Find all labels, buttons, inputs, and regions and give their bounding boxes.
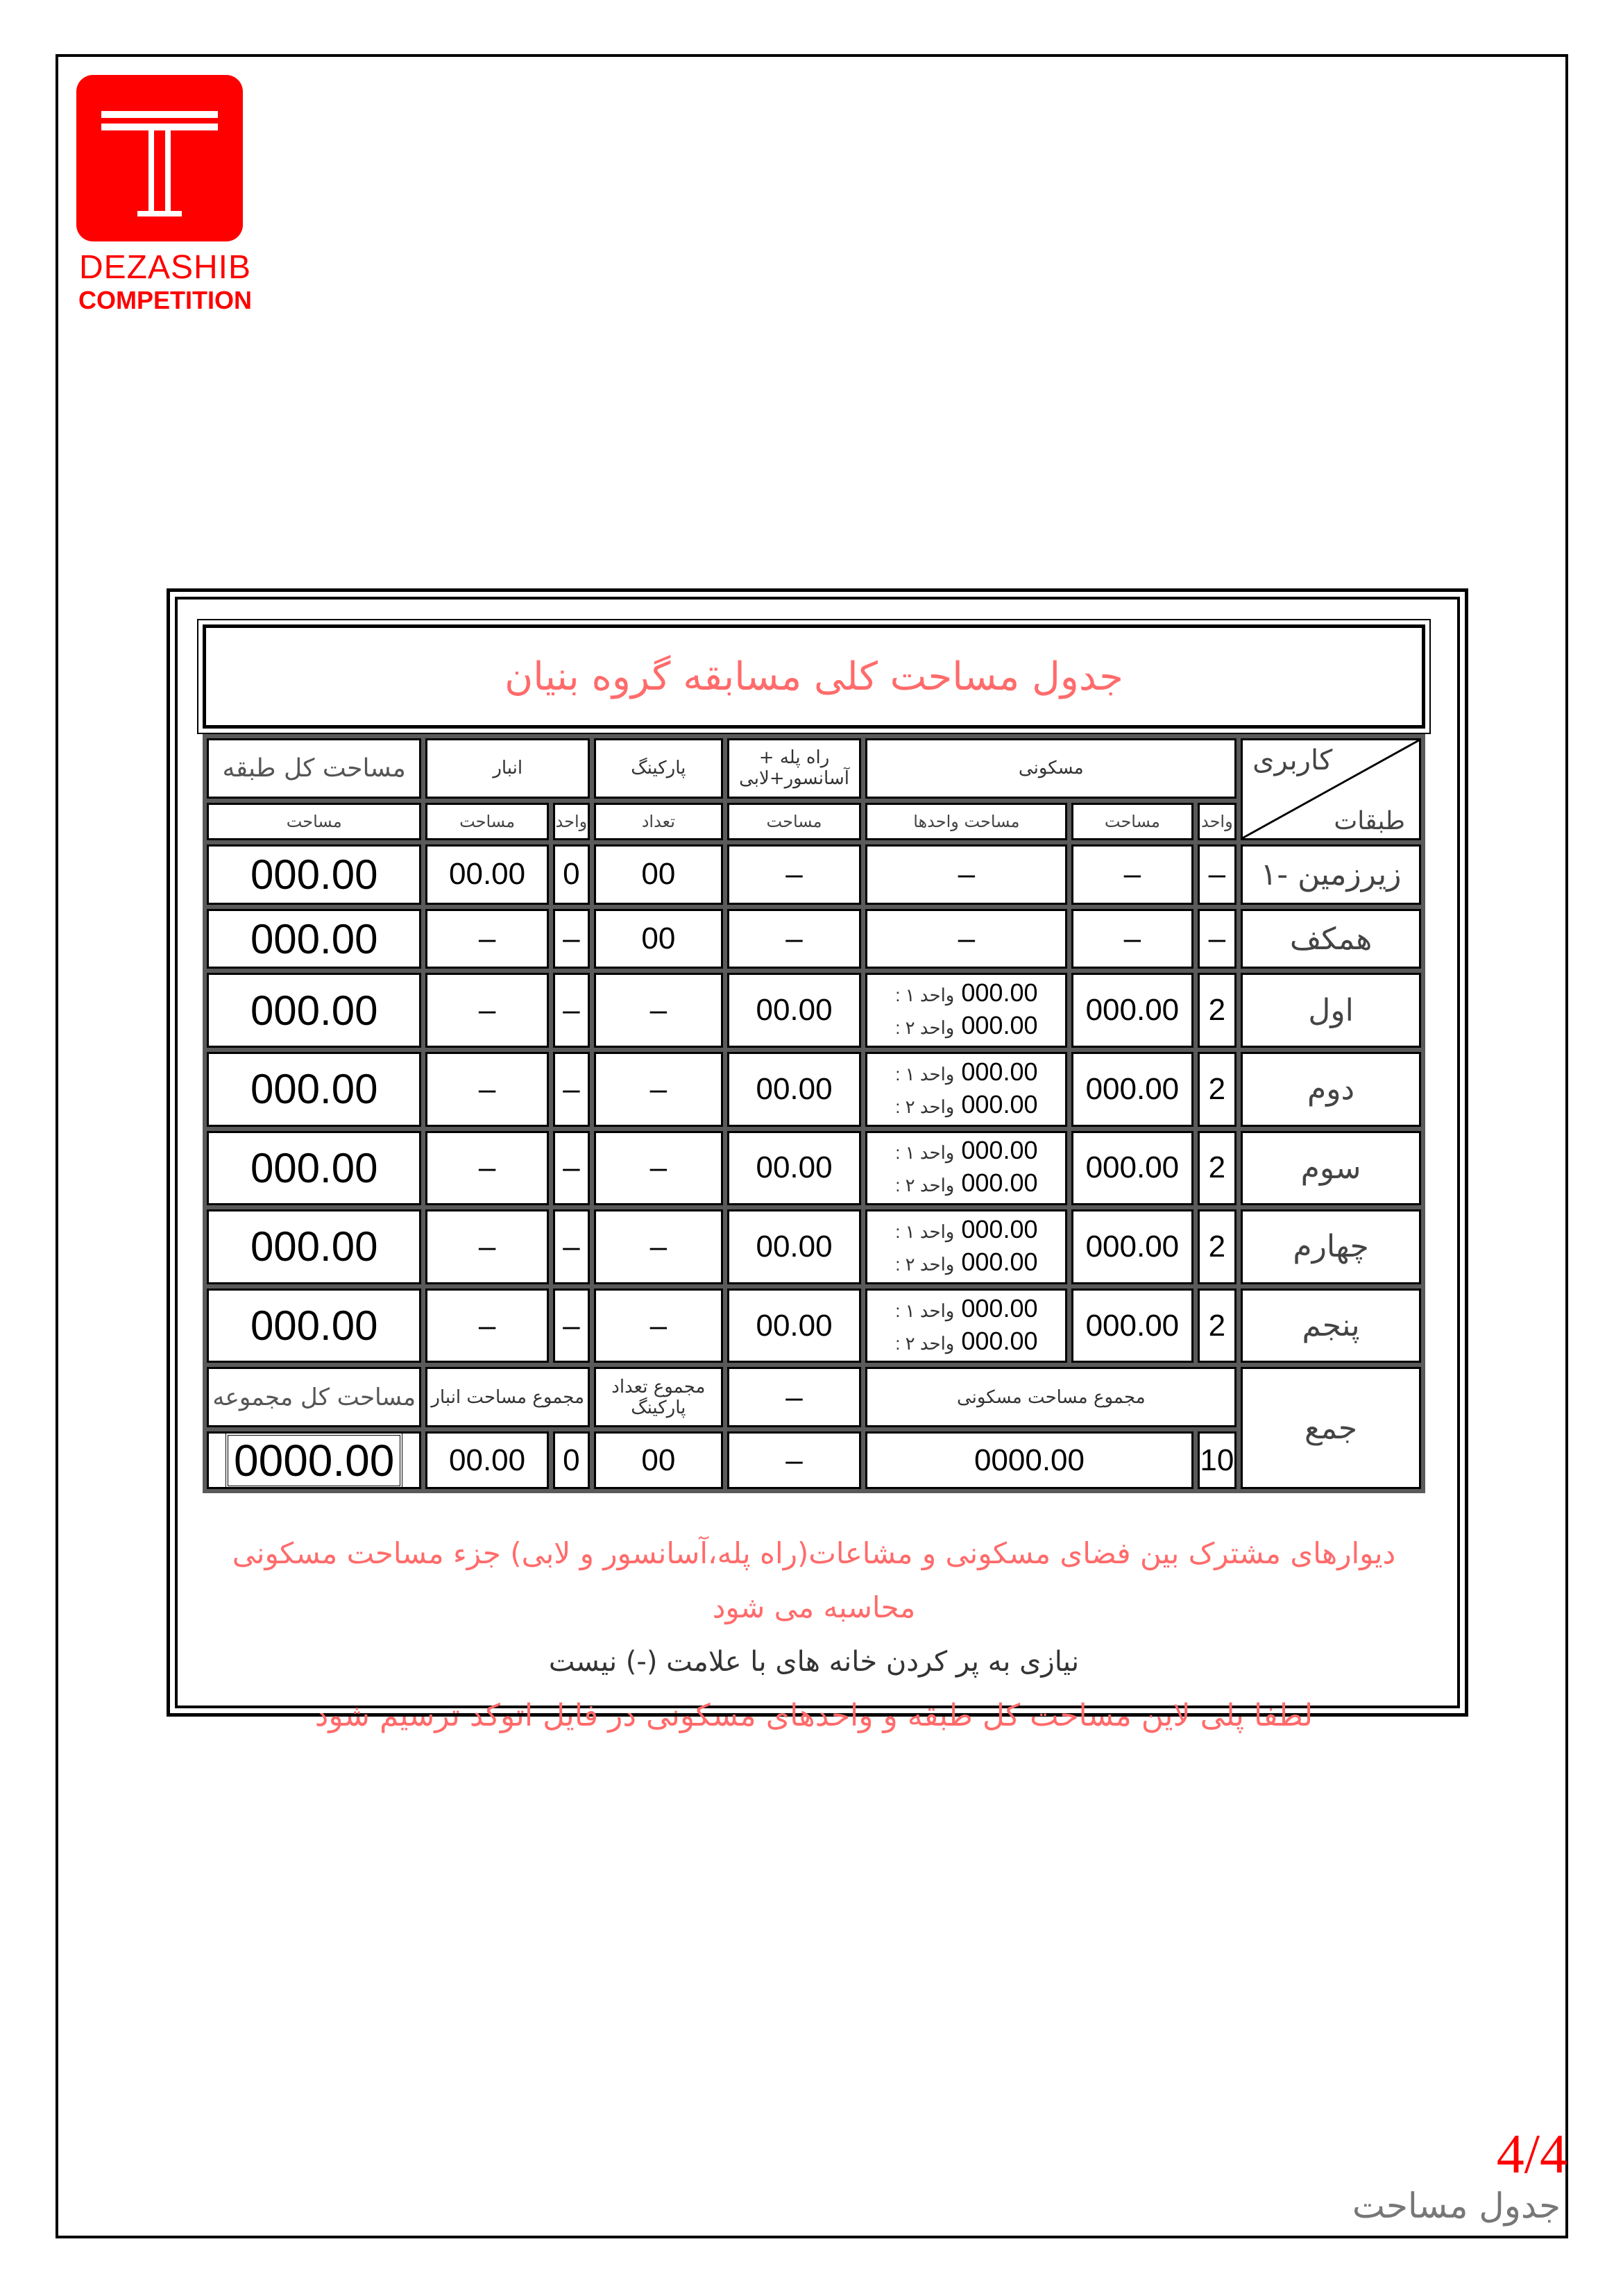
floor-name: چهارم [1241, 1209, 1421, 1284]
floor-name: پنجم [1241, 1289, 1421, 1363]
unit-count: 2 [1198, 1131, 1237, 1206]
total-residential-area: 0000.00 [865, 1431, 1193, 1489]
unit-count: 2 [1198, 1289, 1237, 1363]
note-walls: دیوارهای مشترک بین فضای مسکونی و مشاعات(راه پله،آسانسور و لابی) جزء مساحت مسکونی محاسبه می شود [232, 1536, 1396, 1624]
dezashib-logo [76, 75, 243, 241]
residential-area: – [1071, 909, 1193, 969]
residential-area: 000.00 [1071, 1289, 1193, 1363]
header-row-2 [207, 803, 1421, 840]
floor-name: زیرزمین -۱ [1241, 844, 1421, 905]
storage-area: – [425, 909, 548, 969]
stairs-area: – [727, 909, 862, 969]
storage-area: – [425, 1052, 548, 1127]
total-storage-unit: 0 [553, 1431, 590, 1489]
unit-1-value: 000.00 [961, 1214, 1038, 1243]
table-row [207, 844, 1421, 905]
parking-count: – [594, 1209, 723, 1284]
unit-2-label: واحد ۲ : [895, 1017, 955, 1039]
usage-label: کاربری [1252, 745, 1333, 776]
total-unit-count: 10 [1198, 1431, 1237, 1489]
residential-area: 000.00 [1071, 973, 1193, 1048]
unit-1-value: 000.00 [961, 1293, 1038, 1323]
unit-2-label: واحد ۲ : [895, 1253, 955, 1275]
res-area-subheader: مساحت [1071, 803, 1193, 840]
total-floor-area-header: مساحت کل طبقه [207, 738, 421, 799]
total-floor-area: 000.00 [207, 1289, 421, 1363]
grand-total-value: 0000.00 [226, 1433, 402, 1488]
unit-1-value: 000.00 [961, 1057, 1038, 1086]
parking-count: – [594, 1289, 723, 1363]
unit-2-label: واحد ۲ : [895, 1096, 955, 1117]
storage-area: – [425, 973, 548, 1048]
parking-count: – [594, 1131, 723, 1206]
table-row [207, 1209, 1421, 1284]
total-area-subheader: مساحت [207, 803, 421, 840]
parking-count: – [594, 973, 723, 1048]
totals-row [207, 1431, 1421, 1489]
storage-unit: – [553, 1052, 590, 1127]
storage-area: – [425, 1131, 548, 1206]
residential-area: 000.00 [1071, 1052, 1193, 1127]
unit-2-value: 000.00 [961, 1011, 1038, 1040]
totals-header-row [207, 1367, 1421, 1427]
total-floor-area: 000.00 [207, 1131, 421, 1206]
unit-count: 2 [1198, 1209, 1237, 1284]
stairs-area-subheader: مساحت [727, 803, 862, 840]
page-number: 4/4 [1496, 2124, 1567, 2185]
table-row [207, 1052, 1421, 1127]
brand-name: DEZASHIB [78, 249, 252, 286]
storage-area-subheader: مساحت [425, 803, 548, 840]
grand-total-header: مساحت کل مجموعه [207, 1367, 421, 1427]
storage-area: – [425, 1209, 548, 1284]
stairs-header: راه پله + آسانسور+لابی [727, 738, 862, 799]
floor-name: سوم [1241, 1131, 1421, 1206]
unit-1-value: 000.00 [961, 1136, 1038, 1165]
residential-area: – [1071, 844, 1193, 905]
stairs-area: 00.00 [727, 1131, 862, 1206]
floor-name: اول [1241, 973, 1421, 1048]
table-row [207, 909, 1421, 969]
units-area [865, 1289, 1067, 1363]
stairs-area: 00.00 [727, 1289, 862, 1363]
units-area: – [865, 909, 1067, 969]
unit-1-label: واحد ۱ : [895, 1300, 955, 1321]
unit-2-value: 000.00 [961, 1326, 1038, 1355]
unit-2-value: 000.00 [961, 1168, 1038, 1198]
residential-area: 000.00 [1071, 1131, 1193, 1206]
stairs-area: 00.00 [727, 1209, 862, 1284]
unit-1-label: واحد ۱ : [895, 985, 955, 1006]
note-polyline: لطفا پلی لاین مساحت کل طبقه و واحدهای مسکونی در فایل اتوکد ترسیم شود [314, 1698, 1314, 1733]
units-area-subheader: مساحت واحدها [865, 803, 1067, 840]
unit-1-label: واحد ۱ : [895, 1063, 955, 1085]
stairs-area: 00.00 [727, 1052, 862, 1127]
total-floor-area: 000.00 [207, 844, 421, 905]
unit-count-subheader: واحد [1198, 803, 1237, 840]
storage-unit: – [553, 909, 590, 969]
grand-total-cell [207, 1431, 421, 1489]
area-table [203, 734, 1425, 1493]
page-label: جدول مساحت [1352, 2186, 1561, 2226]
note-dash: نیازی به پر کردن خانه های با علامت (-) نیست [548, 1646, 1080, 1678]
total-stairs-area: – [727, 1431, 862, 1489]
units-area [865, 1209, 1067, 1284]
brand-text [68, 250, 262, 315]
storage-header: انبار [425, 738, 590, 799]
storage-total-header: مجموع مساحت انبار [425, 1367, 590, 1427]
storage-unit: – [553, 1131, 590, 1206]
table-row [207, 1131, 1421, 1206]
unit-2-value: 000.00 [961, 1089, 1038, 1119]
unit-1-label: واحد ۱ : [895, 1221, 955, 1242]
pillar-icon [76, 75, 243, 241]
floors-label: طبقات [1334, 806, 1405, 835]
unit-count: – [1198, 844, 1237, 905]
units-area [865, 1131, 1067, 1206]
parking-count: 00 [594, 909, 723, 969]
floor-name: همکف [1241, 909, 1421, 969]
usage-floor-header [1241, 738, 1421, 840]
total-floor-area: 000.00 [207, 1052, 421, 1127]
storage-unit: 0 [553, 844, 590, 905]
totals-label: جمع [1241, 1367, 1421, 1489]
total-floor-area: 000.00 [207, 1209, 421, 1284]
storage-unit-subheader: واحد [553, 803, 590, 840]
brand-subtitle: COMPETITION [78, 286, 252, 314]
units-area [865, 1052, 1067, 1127]
table-title: جدول مساحت کلی مسابقه گروه بنیان [504, 654, 1123, 699]
parking-count-subheader: تعداد [594, 803, 723, 840]
total-parking-count: 00 [594, 1431, 723, 1489]
storage-area: – [425, 1289, 548, 1363]
total-storage-area: 00.00 [425, 1431, 548, 1489]
unit-2-label: واحد ۲ : [895, 1175, 955, 1196]
stairs-area: 00.00 [727, 973, 862, 1048]
storage-unit: – [553, 973, 590, 1048]
area-table-wrapper [203, 734, 1425, 1493]
stairs-area: – [727, 844, 862, 905]
storage-unit: – [553, 1289, 590, 1363]
stairs-total-header: – [727, 1367, 862, 1427]
storage-area: 00.00 [425, 844, 548, 905]
unit-2-label: واحد ۲ : [895, 1332, 955, 1354]
notes [203, 1527, 1425, 1743]
residential-area: 000.00 [1071, 1209, 1193, 1284]
unit-count: 2 [1198, 973, 1237, 1048]
unit-1-value: 000.00 [961, 978, 1038, 1007]
storage-unit: – [553, 1209, 590, 1284]
parking-total-header: مجموع تعداد پارکینگ [594, 1367, 723, 1427]
table-row [207, 1289, 1421, 1363]
parking-count: 00 [594, 844, 723, 905]
residential-header: مسکونی [865, 738, 1237, 799]
total-floor-area: 000.00 [207, 973, 421, 1048]
units-area: – [865, 844, 1067, 905]
parking-count: – [594, 1052, 723, 1127]
table-row [207, 973, 1421, 1048]
units-area [865, 973, 1067, 1048]
unit-count: 2 [1198, 1052, 1237, 1127]
unit-1-label: واحد ۱ : [895, 1142, 955, 1164]
residential-total-header: مجموع مساحت مسکونی [865, 1367, 1237, 1427]
table-title-box [203, 624, 1425, 729]
unit-count: – [1198, 909, 1237, 969]
parking-header: پارکینگ [594, 738, 723, 799]
header-row-1 [207, 738, 1421, 799]
total-floor-area: 000.00 [207, 909, 421, 969]
floor-name: دوم [1241, 1052, 1421, 1127]
unit-2-value: 000.00 [961, 1247, 1038, 1276]
